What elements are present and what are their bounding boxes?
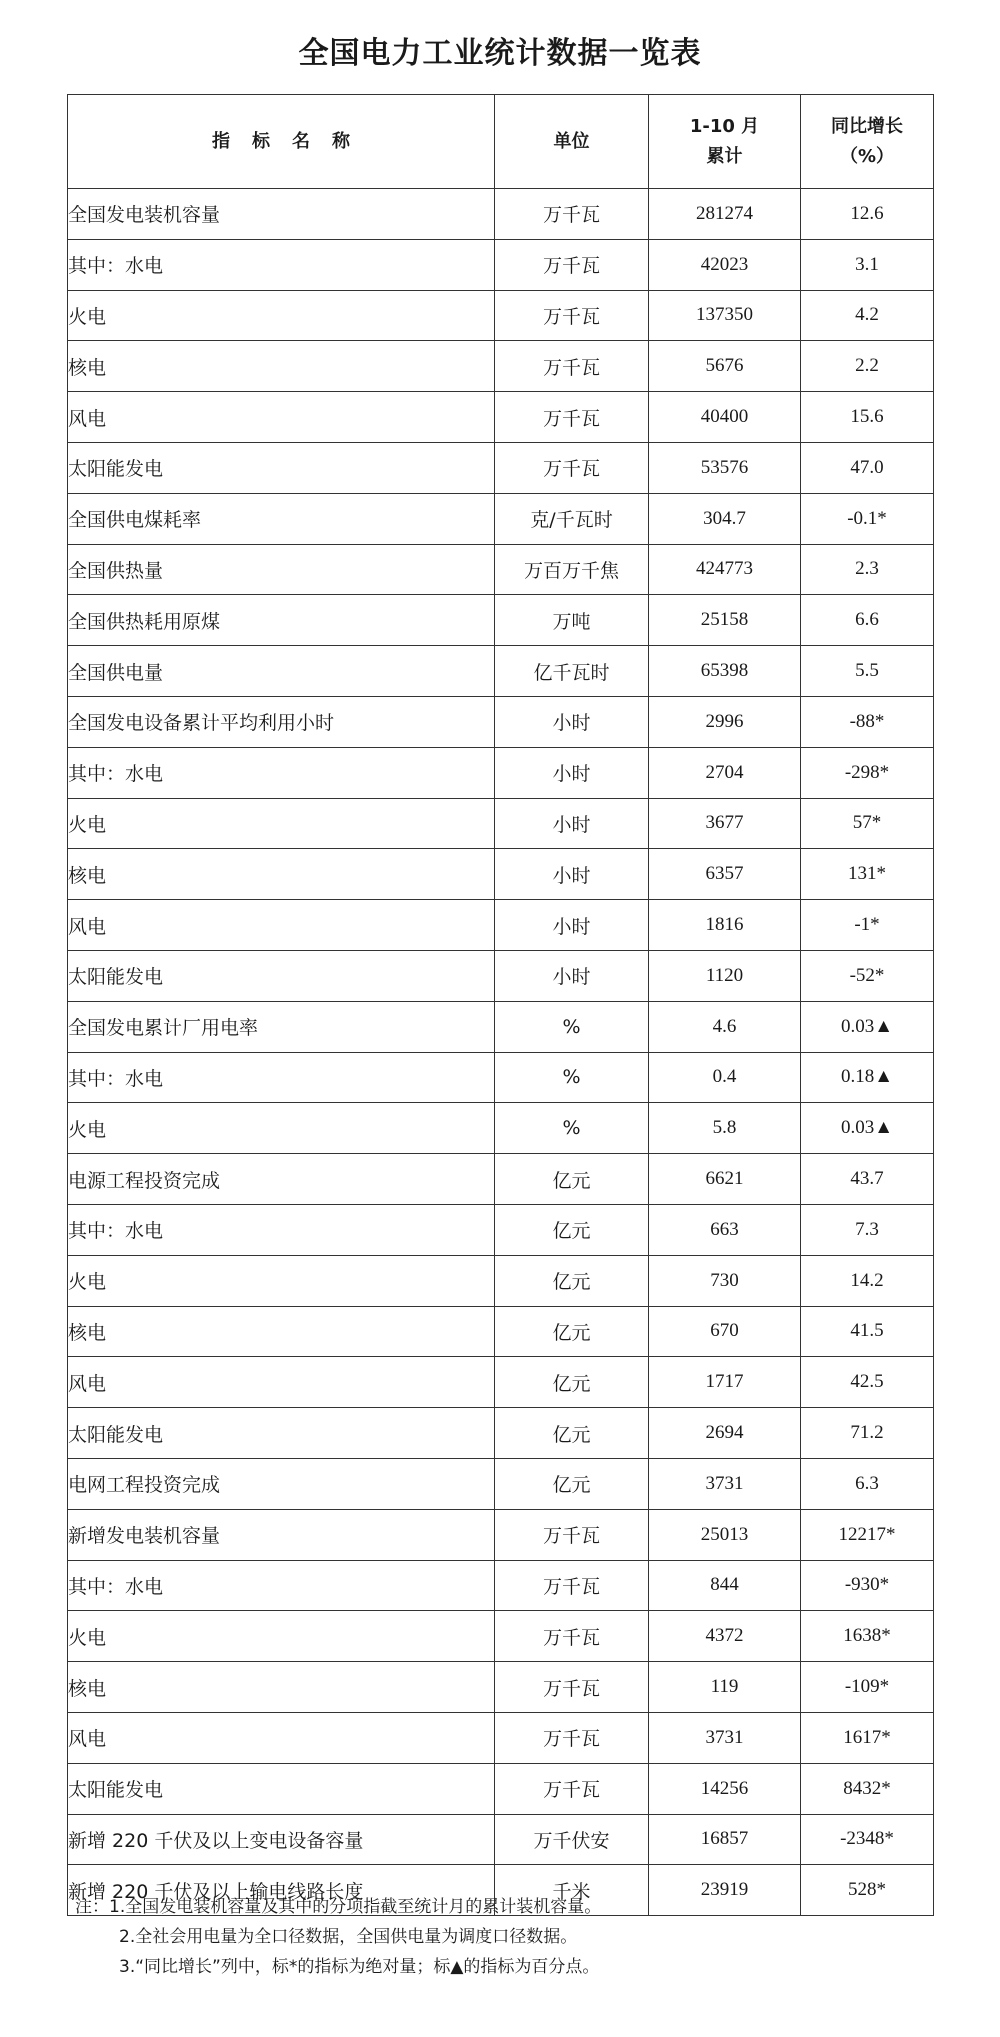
indicator-name-cell: 火电 [68,1103,495,1154]
yoy-growth-cell: 1617* [801,1712,934,1763]
table-header-row [68,95,934,189]
cumulative-value-cell: 281274 [649,189,801,240]
unit-cell: 亿元 [495,1357,649,1408]
cumulative-value-cell: 23919 [649,1865,801,1916]
header-growth [801,95,934,189]
unit-cell: 万千瓦 [495,1712,649,1763]
table-row [68,1763,934,1814]
table-row [68,442,934,493]
unit-cell: 万千瓦 [495,341,649,392]
unit-cell: 亿元 [495,1458,649,1509]
cumulative-value-cell: 670 [649,1306,801,1357]
table-row [68,1712,934,1763]
table-row [68,1306,934,1357]
unit-cell: % [495,1103,649,1154]
yoy-growth-cell: 71.2 [801,1408,934,1459]
indicator-name-cell: 太阳能发电 [68,1408,495,1459]
footnote-3: 3.“同比增长”列中，标*的指标为绝对量；标▲的指标为百分点。 [119,1957,600,1977]
unit-cell: 万千瓦 [495,189,649,240]
unit-cell: % [495,1052,649,1103]
cumulative-value-cell: 4.6 [649,1001,801,1052]
cumulative-value-cell: 304.7 [649,493,801,544]
table-row [68,1408,934,1459]
yoy-growth-cell: 6.6 [801,595,934,646]
indicator-name-cell: 太阳能发电 [68,442,495,493]
indicator-name-cell: 新增发电装机容量 [68,1509,495,1560]
indicator-name-cell: 风电 [68,392,495,443]
cumulative-value-cell: 4372 [649,1611,801,1662]
unit-cell: 小时 [495,950,649,1001]
cumulative-value-cell: 663 [649,1204,801,1255]
unit-cell: 千米 [495,1865,649,1916]
table-row [68,1255,934,1306]
unit-cell: 万千瓦 [495,392,649,443]
yoy-growth-cell: 41.5 [801,1306,934,1357]
cumulative-value-cell: 3677 [649,798,801,849]
indicator-name-cell: 太阳能发电 [68,1763,495,1814]
table-row [68,950,934,1001]
header-growth-line2: （%） [839,145,895,167]
cumulative-value-cell: 137350 [649,290,801,341]
indicator-name-cell: 全国发电累计厂用电率 [68,1001,495,1052]
indicator-name-cell: 其中：水电 [68,239,495,290]
yoy-growth-cell: -298* [801,747,934,798]
yoy-growth-cell: 47.0 [801,442,934,493]
yoy-growth-cell: 42.5 [801,1357,934,1408]
indicator-name-cell: 核电 [68,341,495,392]
unit-cell: 小时 [495,900,649,951]
cumulative-value-cell: 53576 [649,442,801,493]
cumulative-value-cell: 119 [649,1662,801,1713]
table-row [68,1154,934,1205]
cumulative-value-cell: 5676 [649,341,801,392]
cumulative-value-cell: 730 [649,1255,801,1306]
unit-cell: 万千瓦 [495,290,649,341]
yoy-growth-cell: 14.2 [801,1255,934,1306]
indicator-name-cell: 新增 220 千伏及以上输电线路长度 [68,1865,495,1916]
yoy-growth-cell: 528* [801,1865,934,1916]
table-row [68,341,934,392]
yoy-growth-cell: 0.03▲ [801,1001,934,1052]
indicator-name-cell: 电网工程投资完成 [68,1458,495,1509]
table-row [68,1560,934,1611]
cumulative-value-cell: 3731 [649,1458,801,1509]
indicator-name-cell: 新增 220 千伏及以上变电设备容量 [68,1814,495,1865]
cumulative-value-cell: 25158 [649,595,801,646]
unit-cell: 亿元 [495,1204,649,1255]
unit-cell: 万吨 [495,595,649,646]
unit-cell: 万千瓦 [495,442,649,493]
cumulative-value-cell: 1717 [649,1357,801,1408]
yoy-growth-cell: -109* [801,1662,934,1713]
indicator-name-cell: 全国供热耗用原煤 [68,595,495,646]
header-unit: 单位 [495,95,649,189]
yoy-growth-cell: 6.3 [801,1458,934,1509]
yoy-growth-cell: -2348* [801,1814,934,1865]
table-row [68,1611,934,1662]
table-row [68,1052,934,1103]
table-row [68,798,934,849]
yoy-growth-cell: 7.3 [801,1204,934,1255]
footnotes [75,1892,955,1982]
table-body [68,189,934,1916]
header-period-line2: 累计 [706,145,743,167]
yoy-growth-cell: -52* [801,950,934,1001]
unit-cell: 亿元 [495,1154,649,1205]
yoy-growth-cell: -1* [801,900,934,951]
indicator-name-cell: 其中：水电 [68,1560,495,1611]
unit-cell: 小时 [495,849,649,900]
indicator-name-cell: 核电 [68,1306,495,1357]
unit-cell: 万千瓦 [495,1560,649,1611]
unit-cell: 万百万千焦 [495,544,649,595]
header-period [649,95,801,189]
table-row [68,747,934,798]
table-row [68,544,934,595]
table-row [68,239,934,290]
yoy-growth-cell: 3.1 [801,239,934,290]
yoy-growth-cell: 5.5 [801,646,934,697]
table-row [68,1204,934,1255]
cumulative-value-cell: 424773 [649,544,801,595]
table-row [68,493,934,544]
yoy-growth-cell: 2.3 [801,544,934,595]
cumulative-value-cell: 6357 [649,849,801,900]
unit-cell: 克/千瓦时 [495,493,649,544]
yoy-growth-cell: 43.7 [801,1154,934,1205]
indicator-name-cell: 其中：水电 [68,747,495,798]
header-indicator-name: 指标名称 [68,95,495,189]
table-row [68,646,934,697]
indicator-name-cell: 核电 [68,1662,495,1713]
indicator-name-cell: 风电 [68,900,495,951]
table-row [68,1357,934,1408]
yoy-growth-cell: 1638* [801,1611,934,1662]
indicator-name-cell: 其中：水电 [68,1204,495,1255]
yoy-growth-cell: -930* [801,1560,934,1611]
table-row [68,189,934,240]
unit-cell: % [495,1001,649,1052]
footnote-1: 注：1.全国发电装机容量及其中的分项指截至统计月的累计装机容量。 [75,1897,602,1917]
indicator-name-cell: 风电 [68,1712,495,1763]
table-row [68,1458,934,1509]
table-row [68,392,934,443]
yoy-growth-cell: 0.03▲ [801,1103,934,1154]
yoy-growth-cell: 4.2 [801,290,934,341]
table-row [68,849,934,900]
table-row [68,696,934,747]
footnote-2: 2.全社会用电量为全口径数据，全国供电量为调度口径数据。 [119,1927,578,1947]
indicator-name-cell: 其中：水电 [68,1052,495,1103]
table-row [68,1814,934,1865]
yoy-growth-cell: 57* [801,798,934,849]
unit-cell: 小时 [495,798,649,849]
unit-cell: 亿元 [495,1255,649,1306]
cumulative-value-cell: 2996 [649,696,801,747]
yoy-growth-cell: 12.6 [801,189,934,240]
indicator-name-cell: 太阳能发电 [68,950,495,1001]
cumulative-value-cell: 25013 [649,1509,801,1560]
unit-cell: 万千伏安 [495,1814,649,1865]
indicator-name-cell: 火电 [68,1255,495,1306]
cumulative-value-cell: 16857 [649,1814,801,1865]
table-row [68,595,934,646]
unit-cell: 万千瓦 [495,1509,649,1560]
indicator-name-cell: 火电 [68,798,495,849]
unit-cell: 亿元 [495,1408,649,1459]
unit-cell: 万千瓦 [495,1662,649,1713]
cumulative-value-cell: 3731 [649,1712,801,1763]
table-row [68,290,934,341]
cumulative-value-cell: 5.8 [649,1103,801,1154]
unit-cell: 万千瓦 [495,239,649,290]
cumulative-value-cell: 2694 [649,1408,801,1459]
indicator-name-cell: 火电 [68,290,495,341]
indicator-name-cell: 风电 [68,1357,495,1408]
indicator-name-cell: 全国发电装机容量 [68,189,495,240]
cumulative-value-cell: 0.4 [649,1052,801,1103]
page-title: 全国电力工业统计数据一览表 [298,36,702,71]
cumulative-value-cell: 6621 [649,1154,801,1205]
yoy-growth-cell: -0.1* [801,493,934,544]
header-growth-line1: 同比增长 [831,115,903,137]
yoy-growth-cell: -88* [801,696,934,747]
cumulative-value-cell: 1816 [649,900,801,951]
yoy-growth-cell: 0.18▲ [801,1052,934,1103]
indicator-name-cell: 电源工程投资完成 [68,1154,495,1205]
table-row [68,1509,934,1560]
indicator-name-cell: 全国供热量 [68,544,495,595]
yoy-growth-cell: 8432* [801,1763,934,1814]
indicator-name-cell: 全国发电设备累计平均利用小时 [68,696,495,747]
indicator-name-cell: 全国供电煤耗率 [68,493,495,544]
table-row [68,900,934,951]
yoy-growth-cell: 2.2 [801,341,934,392]
indicator-name-cell: 全国供电量 [68,646,495,697]
unit-cell: 万千瓦 [495,1611,649,1662]
unit-cell: 小时 [495,747,649,798]
yoy-growth-cell: 15.6 [801,392,934,443]
cumulative-value-cell: 40400 [649,392,801,443]
yoy-growth-cell: 131* [801,849,934,900]
table-row [68,1001,934,1052]
cumulative-value-cell: 844 [649,1560,801,1611]
unit-cell: 小时 [495,696,649,747]
unit-cell: 亿元 [495,1306,649,1357]
indicator-name-cell: 核电 [68,849,495,900]
statistics-table [67,94,934,1916]
yoy-growth-cell: 12217* [801,1509,934,1560]
header-period-line1: 1-10 月 [689,115,760,137]
cumulative-value-cell: 65398 [649,646,801,697]
cumulative-value-cell: 14256 [649,1763,801,1814]
unit-cell: 亿千瓦时 [495,646,649,697]
unit-cell: 万千瓦 [495,1763,649,1814]
indicator-name-cell: 火电 [68,1611,495,1662]
table-row [68,1103,934,1154]
table-row [68,1662,934,1713]
cumulative-value-cell: 2704 [649,747,801,798]
cumulative-value-cell: 42023 [649,239,801,290]
cumulative-value-cell: 1120 [649,950,801,1001]
